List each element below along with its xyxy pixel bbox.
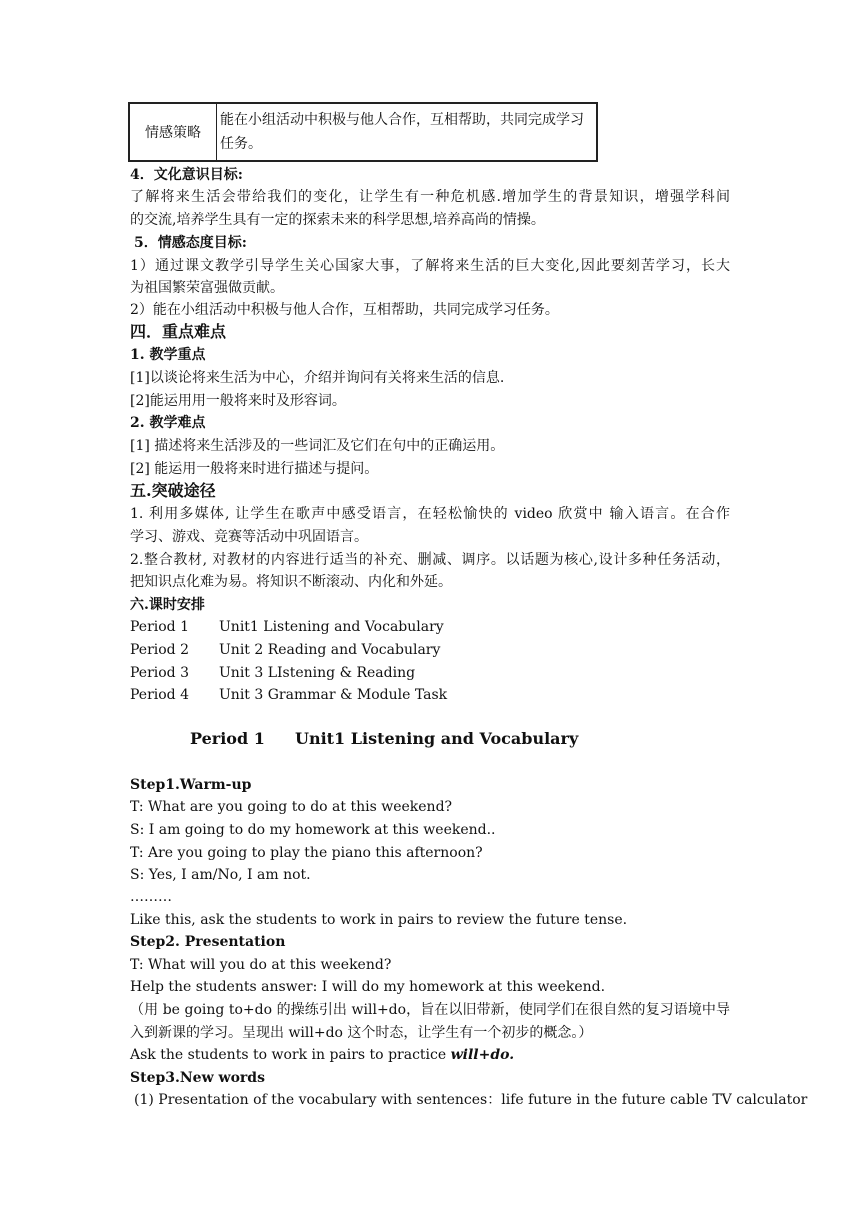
key-point-1: [1]以谈论将来生活为中心，介绍并询问有关将来生活的信息. <box>130 370 505 386</box>
period-name: Period 3 <box>130 665 189 681</box>
part4-heading: 四．重点难点 <box>130 322 227 341</box>
step2-line: T: What will you do at this weekend? <box>130 957 392 973</box>
step1-line: S: I am going to do my homework at this weekend.. <box>130 822 496 838</box>
step1-heading: Step1.Warm-up <box>130 777 252 793</box>
section4-line2: 的交流,培养学生具有一定的探索未来的科学思想,培养高尚的情操。 <box>130 212 545 228</box>
period-unit: Unit 2 Reading and Vocabulary <box>219 642 441 658</box>
table-content-cell: 能在小组活动中积极与他人合作，互相帮助，共同完成学习任务。 <box>220 112 584 152</box>
step1-line: T: What are you going to do at this weekend? <box>130 799 453 815</box>
part5-p1-line2: 学习、游戏、竞赛等活动中巩固语言。 <box>130 529 368 545</box>
step2-practice-emphasis: will+do. <box>450 1047 515 1063</box>
part5-p2-line1: 2.整合教材, 对教材的内容进行适当的补充、删减、调序。以话题为核心,设计多种任务活动， <box>130 552 730 568</box>
section5-heading: 5．情感态度目标: <box>134 235 247 251</box>
lesson-title-unit: Unit1 Listening and Vocabulary <box>295 729 579 748</box>
period-unit: Unit 3 Grammar & Module Task <box>219 687 448 703</box>
strategy-table <box>128 102 598 162</box>
part5-p1-line1: 1. 利用多媒体, 让学生在歌声中感受语言，在轻松愉快的 video 欣赏中 输入语言。在合作 <box>130 506 730 522</box>
section5-line2: 为祖国繁荣富强做贡献。 <box>130 280 284 296</box>
difficult-point-1: [1] 描述将来生活涉及的一些词汇及它们在句中的正确运用。 <box>130 438 505 454</box>
step3-heading: Step3.New words <box>130 1070 265 1086</box>
section4-heading: 4．文化意识目标: <box>130 167 243 183</box>
step2-practice-text: Ask the students to work in pairs to practice <box>130 1047 451 1063</box>
difficult-points-heading: 2. 教学难点 <box>130 415 206 431</box>
part5-p2-line2: 把知识点化难为易。将知识不断滚动、内化和外延。 <box>130 574 452 590</box>
period-name: Period 4 <box>130 687 189 703</box>
step2-note-line2: 入到新课的学习。呈现出 will+do 这个时态，让学生有一个初步的概念。） <box>130 1025 593 1041</box>
period-row <box>130 663 189 683</box>
difficult-point-2: [2] 能运用一般将来时进行描述与提问。 <box>130 461 379 477</box>
lesson-title-period: Period 1 <box>190 729 265 748</box>
section5-line1: 1）通过课文教学引导学生关心国家大事，了解将来生活的巨大变化,因此要刻苦学习，长大 <box>130 258 730 274</box>
step3-line: (1) Presentation of the vocabulary with sentences：life future in the future cable TV calculator <box>134 1092 808 1108</box>
period-unit: Unit 3 LIstening & Reading <box>219 665 416 681</box>
step2-line: Help the students answer: I will do my homework at this weekend. <box>130 979 606 995</box>
period-row <box>130 617 189 637</box>
step1-line: S: Yes, I am/No, I am not. <box>130 867 311 883</box>
part5-heading: 五.突破途径 <box>130 481 216 500</box>
step2-practice-line <box>130 1045 514 1065</box>
part6-heading: 六.课时安排 <box>130 597 205 613</box>
period-name: Period 2 <box>130 642 189 658</box>
period-row <box>130 640 189 660</box>
period-name: Period 1 <box>130 619 189 635</box>
period-unit: Unit1 Listening and Vocabulary <box>219 619 444 635</box>
key-point-2: [2]能运用用一般将来时及形容词。 <box>130 393 346 409</box>
lesson-title <box>190 729 579 748</box>
step2-heading: Step2. Presentation <box>130 934 286 950</box>
step1-ellipsis: ……… <box>130 889 172 905</box>
step1-line: T: Are you going to play the piano this afternoon? <box>130 845 483 861</box>
step2-note-line1: （用 be going to+do 的操练引出 will+do，旨在以旧带新，使同学们在很自然的复习语境中导 <box>130 1002 730 1018</box>
table-label-cell: 情感策略 <box>130 104 217 160</box>
period-row <box>130 685 189 705</box>
key-points-heading: 1. 教学重点 <box>130 347 206 363</box>
section5-line3: 2）能在小组活动中积极与他人合作，互相帮助，共同完成学习任务。 <box>130 302 559 318</box>
section4-line1: 了解将来生活会带给我们的变化，让学生有一种危机感.增加学生的背景知识，增强学科间 <box>130 189 730 205</box>
step1-line: Like this, ask the students to work in pairs to review the future tense. <box>130 912 628 928</box>
